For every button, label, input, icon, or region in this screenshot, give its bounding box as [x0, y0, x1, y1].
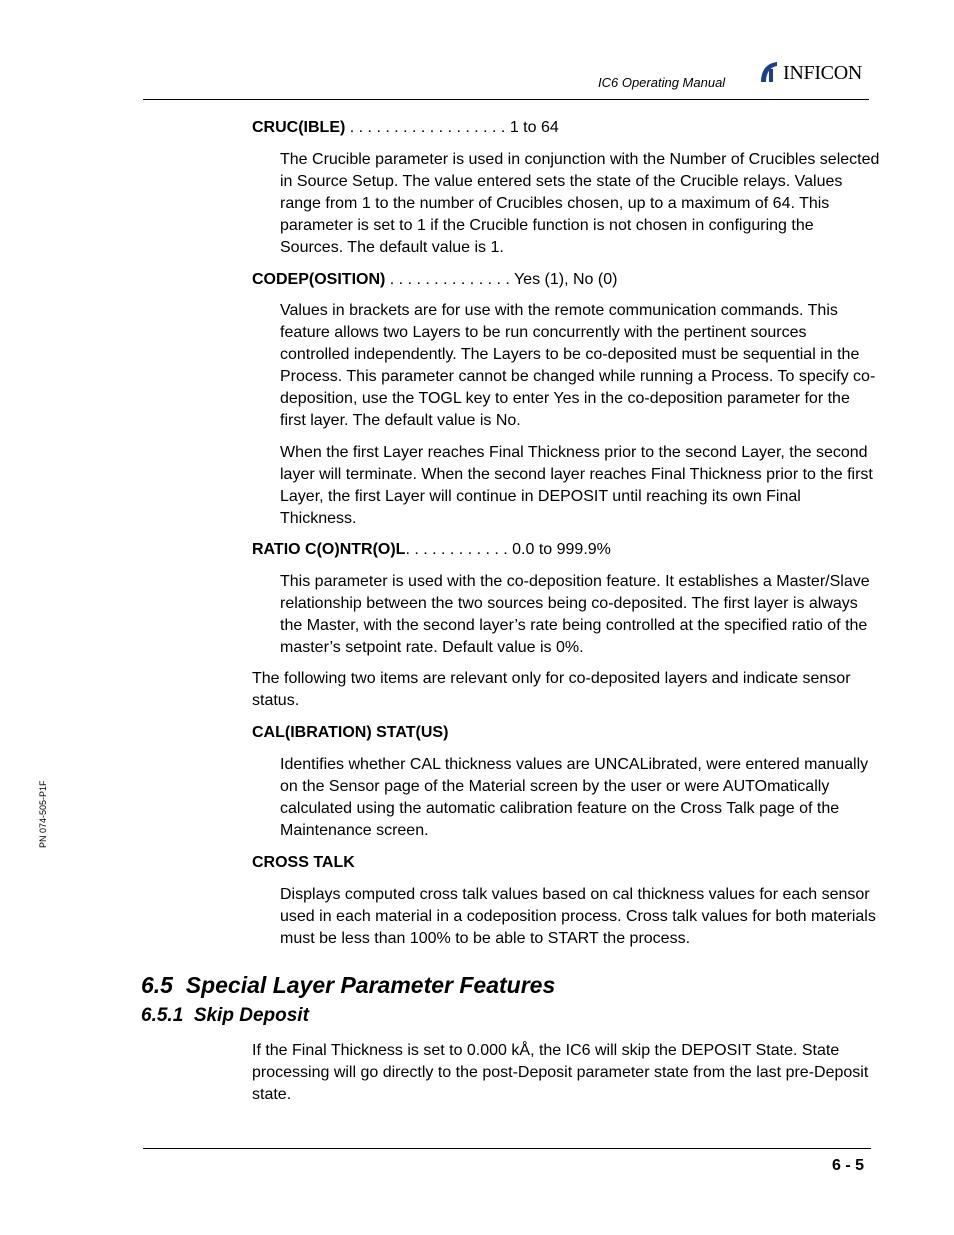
- page-number: 6 - 5: [831, 1157, 864, 1174]
- param-cal-stat: CAL(IBRATION) STAT(US): [252, 724, 449, 741]
- param-ratio: RATIO C(O)NTR(O)L. . . . . . . . . . . . 0.0 to 999.9%: [252, 541, 611, 558]
- header-rule: [143, 99, 869, 100]
- codep-paragraph-1: Values in brackets are for use with the remote communication commands. This feature allows two Layers to be run concurrently with the pertinent sources controlled independently. The Layers to be co-deposited must be sequential in the Process. This parameter cannot be changed while running a Process. To specify co-deposition, use the TOGL key to enter Yes in the co-deposition parameter for the first layer. The default value is No.: [280, 302, 876, 429]
- inficon-logo-icon: [759, 60, 779, 84]
- inficon-logo: [759, 58, 875, 86]
- param-crucible: CRUC(IBLE) . . . . . . . . . . . . . . . . . . 1 to 64: [252, 119, 559, 136]
- subsection-heading: 6.5.1 Skip Deposit: [141, 1005, 309, 1026]
- part-number: PN 074-505-P1F: [38, 780, 48, 848]
- skip-deposit-paragraph: If the Final Thickness is set to 0.000 kÅ, the IC6 will skip the DEPOSIT State. State processing will go directly to the post-Deposit parameter state from the last pre-Deposit state.: [252, 1042, 869, 1103]
- manual-title: IC6 Operating Manual: [598, 75, 726, 90]
- section-heading: 6.5 Special Layer Parameter Features: [141, 972, 556, 998]
- footer-rule: [143, 1148, 871, 1149]
- following-paragraph: The following two items are relevant only for co-deposited layers and indicate sensor status.: [252, 670, 851, 709]
- param-codep: CODEP(OSITION) . . . . . . . . . . . . . . Yes (1), No (0): [252, 271, 618, 288]
- codep-paragraph-2: When the first Layer reaches Final Thickness prior to the second Layer, the second layer will terminate. When the second layer reaches Final Thickness prior to the first Layer, the first Layer will continue in DEPOSIT until reaching its own Final Thickness.: [280, 444, 873, 527]
- crucible-paragraph: The Crucible parameter is used in conjunction with the Number of Crucibles selected in Source Setup. The value entered sets the state of the Crucible relays. Values range from 1 to the number of Crucibles chosen, up to a maximum of 64. This parameter is set to 1 if the Crucible function is not chosen in configuring the Sources. The default value is 1.: [280, 151, 880, 256]
- param-cross-talk: CROSS TALK: [252, 854, 355, 871]
- cross-talk-paragraph: Displays computed cross talk values based on cal thickness values for each sensor used in each material in a codeposition process. Cross talk values for both materials must be less than 100% to be able to START the process.: [280, 886, 876, 947]
- cal-stat-paragraph: Identifies whether CAL thickness values are UNCALibrated, were entered manually on the Sensor page of the Material screen by the user or were AUTOmatically calculated using the automatic calibration feature on the Cross Talk page of the Maintenance screen.: [280, 756, 869, 839]
- ratio-paragraph: This parameter is used with the co-deposition feature. It establishes a Master/Slave relationship between the two sources being co-deposited. The first layer is always the Master, with the second layer’s rate being controlled at the specified ratio of the master’s setpoint rate. Default value is 0%.: [280, 573, 870, 656]
- logo-text: INFICON: [783, 62, 863, 84]
